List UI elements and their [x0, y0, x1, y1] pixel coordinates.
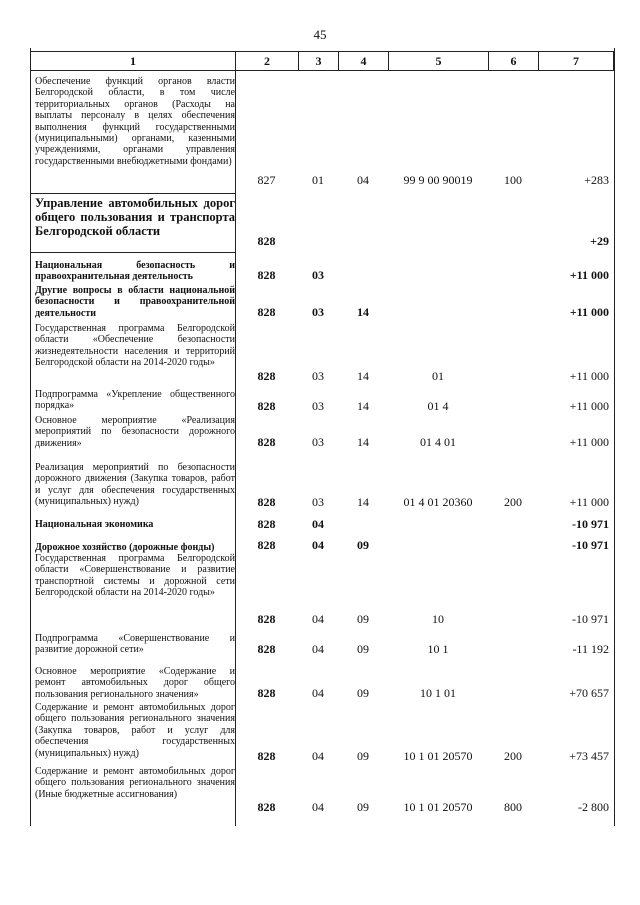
- row-col-6: 200: [504, 749, 522, 763]
- row-col-2: 828: [257, 749, 276, 763]
- row-col-2: 827: [257, 173, 276, 187]
- row-col-7: +73 457: [569, 749, 609, 763]
- row-col-3: 03: [312, 435, 324, 449]
- row-col-7: +70 657: [569, 686, 609, 700]
- row-col-2: 828: [257, 612, 276, 626]
- row-col-3: 04: [312, 800, 324, 814]
- row-col-3: 04: [312, 749, 324, 763]
- row-col-3: 04: [312, 612, 324, 626]
- row-description: Государственная программа Белгородской области «Совершенствование и развитие транспортной системы и дорожной сети Белгородской области на 2014-2020 годы»: [35, 553, 235, 599]
- row-col-4: 09: [357, 800, 369, 814]
- row-col-2: 828: [257, 800, 276, 814]
- row-description: Содержание и ремонт автомобильных дорог общего пользования регионального значения (Иные бюджетные ассигнования): [35, 766, 235, 800]
- row-col-5: 10 1 01: [420, 686, 456, 700]
- row-col-3: 03: [312, 399, 324, 413]
- row-description: Государственная программа Белгородской области «Обеспечение безопасности жизнедеятельности населения и территорий Белгородской области на 2014-2020 годы»: [35, 323, 235, 369]
- row-col-4: 14: [357, 369, 369, 383]
- row-col-4: 09: [357, 749, 369, 763]
- row-col-4: 09: [357, 686, 369, 700]
- page-number: 45: [313, 27, 327, 42]
- row-col-2: 828: [257, 305, 276, 319]
- header-col-5: 5: [389, 52, 489, 71]
- row-col-2: 828: [257, 399, 276, 413]
- row-col-2: 828: [257, 642, 276, 656]
- row-col-7: +11 000: [569, 495, 609, 509]
- row-col-3: 04: [312, 642, 324, 656]
- row-col-3: 04: [312, 538, 324, 552]
- row-col-7: -2 800: [578, 800, 609, 814]
- row-col-6: 200: [504, 495, 522, 509]
- row-description: Другие вопросы в области национальной безопасности и правоохранительной деятельности: [35, 285, 235, 319]
- header-col-1: 1: [31, 52, 236, 71]
- row-description: Управление автомобильных дорог общего пользования и транспорта Белгородской области: [35, 196, 235, 238]
- row-col-5: 10: [432, 612, 444, 626]
- row-col-4: 14: [357, 435, 369, 449]
- row-col-7: -11 192: [572, 642, 609, 656]
- row-col-7: +11 000: [569, 268, 609, 282]
- row-col-3: 01: [312, 173, 324, 187]
- row-description: Подпрограмма «Укрепление общественного порядка»: [35, 389, 235, 412]
- row-col-7: -10 971: [572, 538, 609, 552]
- row-col-2: 828: [257, 435, 276, 449]
- row-col-5: 10 1 01 20570: [403, 749, 473, 763]
- row-col-4: 14: [357, 305, 369, 319]
- row-col-5: 01 4 01: [420, 435, 456, 449]
- row-divider: [30, 252, 235, 253]
- row-col-5: 10 1 01 20570: [403, 800, 473, 814]
- row-col-7: +11 000: [569, 369, 609, 383]
- header-col-6: 6: [489, 52, 539, 71]
- header-col-4: 4: [339, 52, 389, 71]
- header-col-2: 2: [236, 52, 299, 71]
- row-col-7: +11 000: [569, 435, 609, 449]
- row-col-5: 01 4: [427, 399, 449, 413]
- row-col-3: 03: [312, 495, 324, 509]
- row-col-3: 04: [312, 686, 324, 700]
- row-col-2: 828: [257, 268, 276, 282]
- row-col-4: 04: [357, 173, 369, 187]
- row-col-7: +11 000: [569, 399, 609, 413]
- row-col-2: 828: [257, 369, 276, 383]
- row-description: Содержание и ремонт автомобильных дорог общего пользования регионального значения (Закупка товаров, работ и услуг для обеспечения государственных (муниципальных) нужд): [35, 702, 235, 759]
- row-col-5: 01: [432, 369, 444, 383]
- header-col-7: 7: [539, 52, 614, 71]
- row-col-7: +283: [584, 173, 609, 187]
- row-col-7: -10 971: [572, 612, 609, 626]
- row-col-7: +11 000: [569, 305, 609, 319]
- row-description: Дорожное хозяйство (дорожные фонды): [35, 542, 215, 553]
- row-col-6: 100: [504, 173, 522, 187]
- row-col-7: -10 971: [572, 517, 609, 531]
- row-col-4: 14: [357, 495, 369, 509]
- row-col-3: 03: [312, 305, 324, 319]
- row-col-5: 10 1: [427, 642, 449, 656]
- row-col-2: 828: [257, 538, 276, 552]
- row-description: Основное мероприятие «Содержание и ремонт автомобильных дорог общего пользования регионального значения»: [35, 666, 235, 700]
- row-col-4: 09: [357, 538, 369, 552]
- row-col-4: 09: [357, 642, 369, 656]
- row-col-3: 04: [312, 517, 324, 531]
- row-col-5: 01 4 01 20360: [403, 495, 473, 509]
- row-description: Национальная экономика: [35, 519, 154, 530]
- row-description: Реализация мероприятий по безопасности дорожного движения (Закупка товаров, работ и услуг для обеспечения государственных (муниципальных) нужд): [35, 462, 235, 508]
- row-col-4: 09: [357, 612, 369, 626]
- row-col-3: 03: [312, 268, 324, 282]
- row-description: Подпрограмма «Совершенствование и развитие дорожной сети»: [35, 633, 235, 656]
- table-header: [30, 51, 614, 71]
- row-col-2: 828: [257, 686, 276, 700]
- row-col-2: 828: [257, 495, 276, 509]
- row-description: Основное мероприятие «Реализация мероприятий по безопасности дорожного движения»: [35, 415, 235, 449]
- row-col-7: +29: [590, 234, 609, 248]
- row-description: Обеспечение функций органов власти Белгородской области, в том числе территориальных органов (Расходы на выплаты персоналу в целях обеспечения выполнения функций государственными (муниципальными) органами, казенными учреждениями, органами управления государственными внебюджетными фондами): [35, 76, 235, 167]
- header-col-3: 3: [299, 52, 339, 71]
- row-col-2: 828: [257, 234, 276, 248]
- row-col-5: 99 9 00 90019: [403, 173, 473, 187]
- row-col-2: 828: [257, 517, 276, 531]
- row-col-3: 03: [312, 369, 324, 383]
- row-description: Национальная безопасность и правоохранительная деятельность: [35, 260, 235, 283]
- row-col-4: 14: [357, 399, 369, 413]
- row-col-6: 800: [504, 800, 522, 814]
- row-divider: [30, 193, 235, 194]
